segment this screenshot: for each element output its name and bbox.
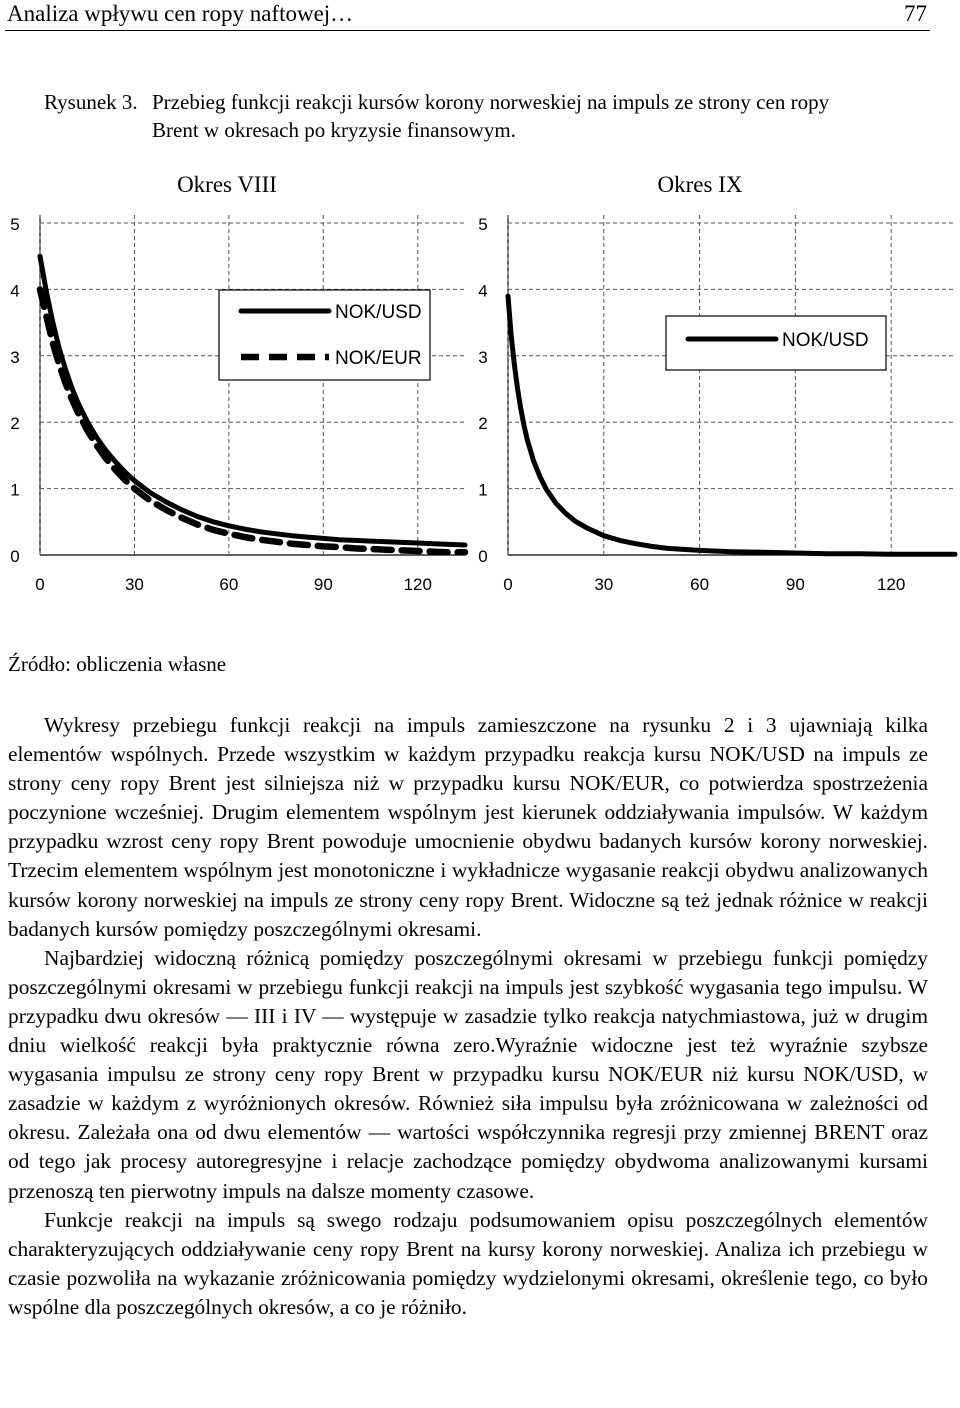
chart-1-y-tick-label: 3 — [478, 347, 488, 367]
header-rule — [5, 30, 930, 31]
chart-0-x-tick-label: 90 — [313, 575, 333, 594]
body-text — [8, 711, 928, 1322]
chart-0-y-tick-label: 2 — [10, 414, 20, 434]
figure-label: Rysunek 3. — [44, 90, 138, 114]
chart-1-title: Okres IX — [657, 172, 743, 197]
paragraph-1: Wykresy przebiegu funkcji reakcji na impuls zamieszczone na rysunku 2 i 3 ujawniają kilka elementów wspólnych. Przede wszystkim w każdym przypadku reakcja kursu NOK/USD na impuls ze strony ceny ropy Brent jest silniejsza niż w przypadku kursu NOK/EUR, co potwierdza spostrzeżenia poczynione wcześniej. Drugim elementem wspólnym jest kierunek oddziaływania impulsów. W każdym przypadku wzrost ceny ropy Brent powoduje umocnienie obydwu badanych kursów korony norweskiej. Trzecim elementem wspólnym jest monotoniczne i wykładnicze wygasanie reakcji obydwu analizowanych kursów korony norweskiej na impuls ze strony ceny ropy Brent. Widoczne są też jednak różnice w reakcji badanych kursów pomiędzy poszczególnymi okresami. — [8, 713, 928, 941]
chart-1-x-tick-label: 60 — [690, 575, 710, 594]
chart-0-legend-label: NOK/EUR — [335, 348, 422, 369]
figure-source: Źródło: obliczenia własne — [8, 652, 227, 676]
chart-1-y-tick-label: 0 — [478, 547, 488, 566]
chart-0-y-tick-label: 1 — [10, 480, 20, 500]
running-head-title: Analiza wpływu cen ropy naftowej… — [7, 1, 354, 26]
chart-1-x-tick-label: 0 — [503, 575, 513, 594]
chart-0-x-tick-label: 30 — [124, 575, 144, 594]
running-head — [7, 0, 927, 30]
chart-okres-viii — [0, 150, 470, 620]
chart-0-title: Okres VIII — [177, 172, 277, 197]
caption-line-1 — [44, 88, 934, 116]
chart-0-y-tick-label: 0 — [10, 547, 20, 566]
chart-0-y-tick-label: 4 — [10, 281, 20, 301]
chart-0-y-tick-label: 3 — [10, 347, 20, 367]
figure-caption — [44, 88, 934, 144]
chart-1-x-tick-label: 90 — [785, 575, 805, 594]
chart-0-x-tick-label: 0 — [35, 575, 45, 594]
caption-text-1: Przebieg funkcji reakcji kursów korony norweskiej na impuls ze strony cen ropy — [152, 90, 830, 114]
chart-1-x-tick-label: 120 — [876, 575, 906, 594]
chart-1-y-tick-label: 2 — [478, 414, 488, 434]
chart-1-y-tick-label: 1 — [478, 480, 488, 500]
chart-0-x-tick-label: 120 — [403, 575, 432, 594]
chart-1-x-tick-label: 30 — [594, 575, 614, 594]
caption-line-2: Brent w okresach po kryzysie finansowym. — [152, 118, 516, 142]
chart-1-y-tick-label: 5 — [478, 215, 488, 234]
page-number: 77 — [904, 1, 927, 26]
chart-0-legend-label: NOK/USD — [335, 302, 422, 323]
chart-1-y-tick-label: 4 — [478, 281, 488, 301]
chart-0-y-tick-label: 5 — [10, 215, 20, 234]
paragraph-3: Funkcje reakcji na impuls są swego rodzaju podsumowaniem opisu poszczególnych elementów charakteryzujących oddziaływanie ceny ropy Brent na kursy korony norweskiej. Analiza ich przebiegu w czasie pozwoliła na wykazanie zróżnicowania pomiędzy wydzielonymi okresami, określenie tego, co było wspólne dla poszczególnych okresów, a co je różniło. — [8, 1207, 928, 1319]
chart-0-x-tick-label: 60 — [219, 575, 239, 594]
chart-okres-ix — [470, 150, 960, 620]
chart-1-legend-label: NOK/USD — [782, 330, 869, 351]
paragraph-2: Najbardziej widoczną różnicą pomiędzy poszczególnymi okresami w przebiegu funkcji pomiędzy poszczególnymi okresami w przebiegu funkcji reakcji na impuls jest szybkość wygasania tego impulsu. W przypadku dwu okresów — III i IV — występuje w zasadzie tylko reakcja natychmiastowa, już w drugim dniu wielkość reakcji była praktycznie równa zero.Wyraźnie widoczne jest też wyraźnie szybsze wygasania impulsu ze strony ceny ropy Brent w przypadku kursu NOK/EUR niż kursu NOK/USD, w zasadzie w każdym z wyróżnionych okresów. Również siła impulsu była zróżnicowana w zależności od okresu. Zależała ona od dwu elementów — wartości współczynnika regresji przy zmiennej BRENT oraz od tego jak procesy autoregresyjne i relacje zachodzące pomiędzy obydwoma analizowanymi kursami przenoszą ten pierwotny impuls na dalsze momenty czasowe. — [8, 945, 928, 1203]
